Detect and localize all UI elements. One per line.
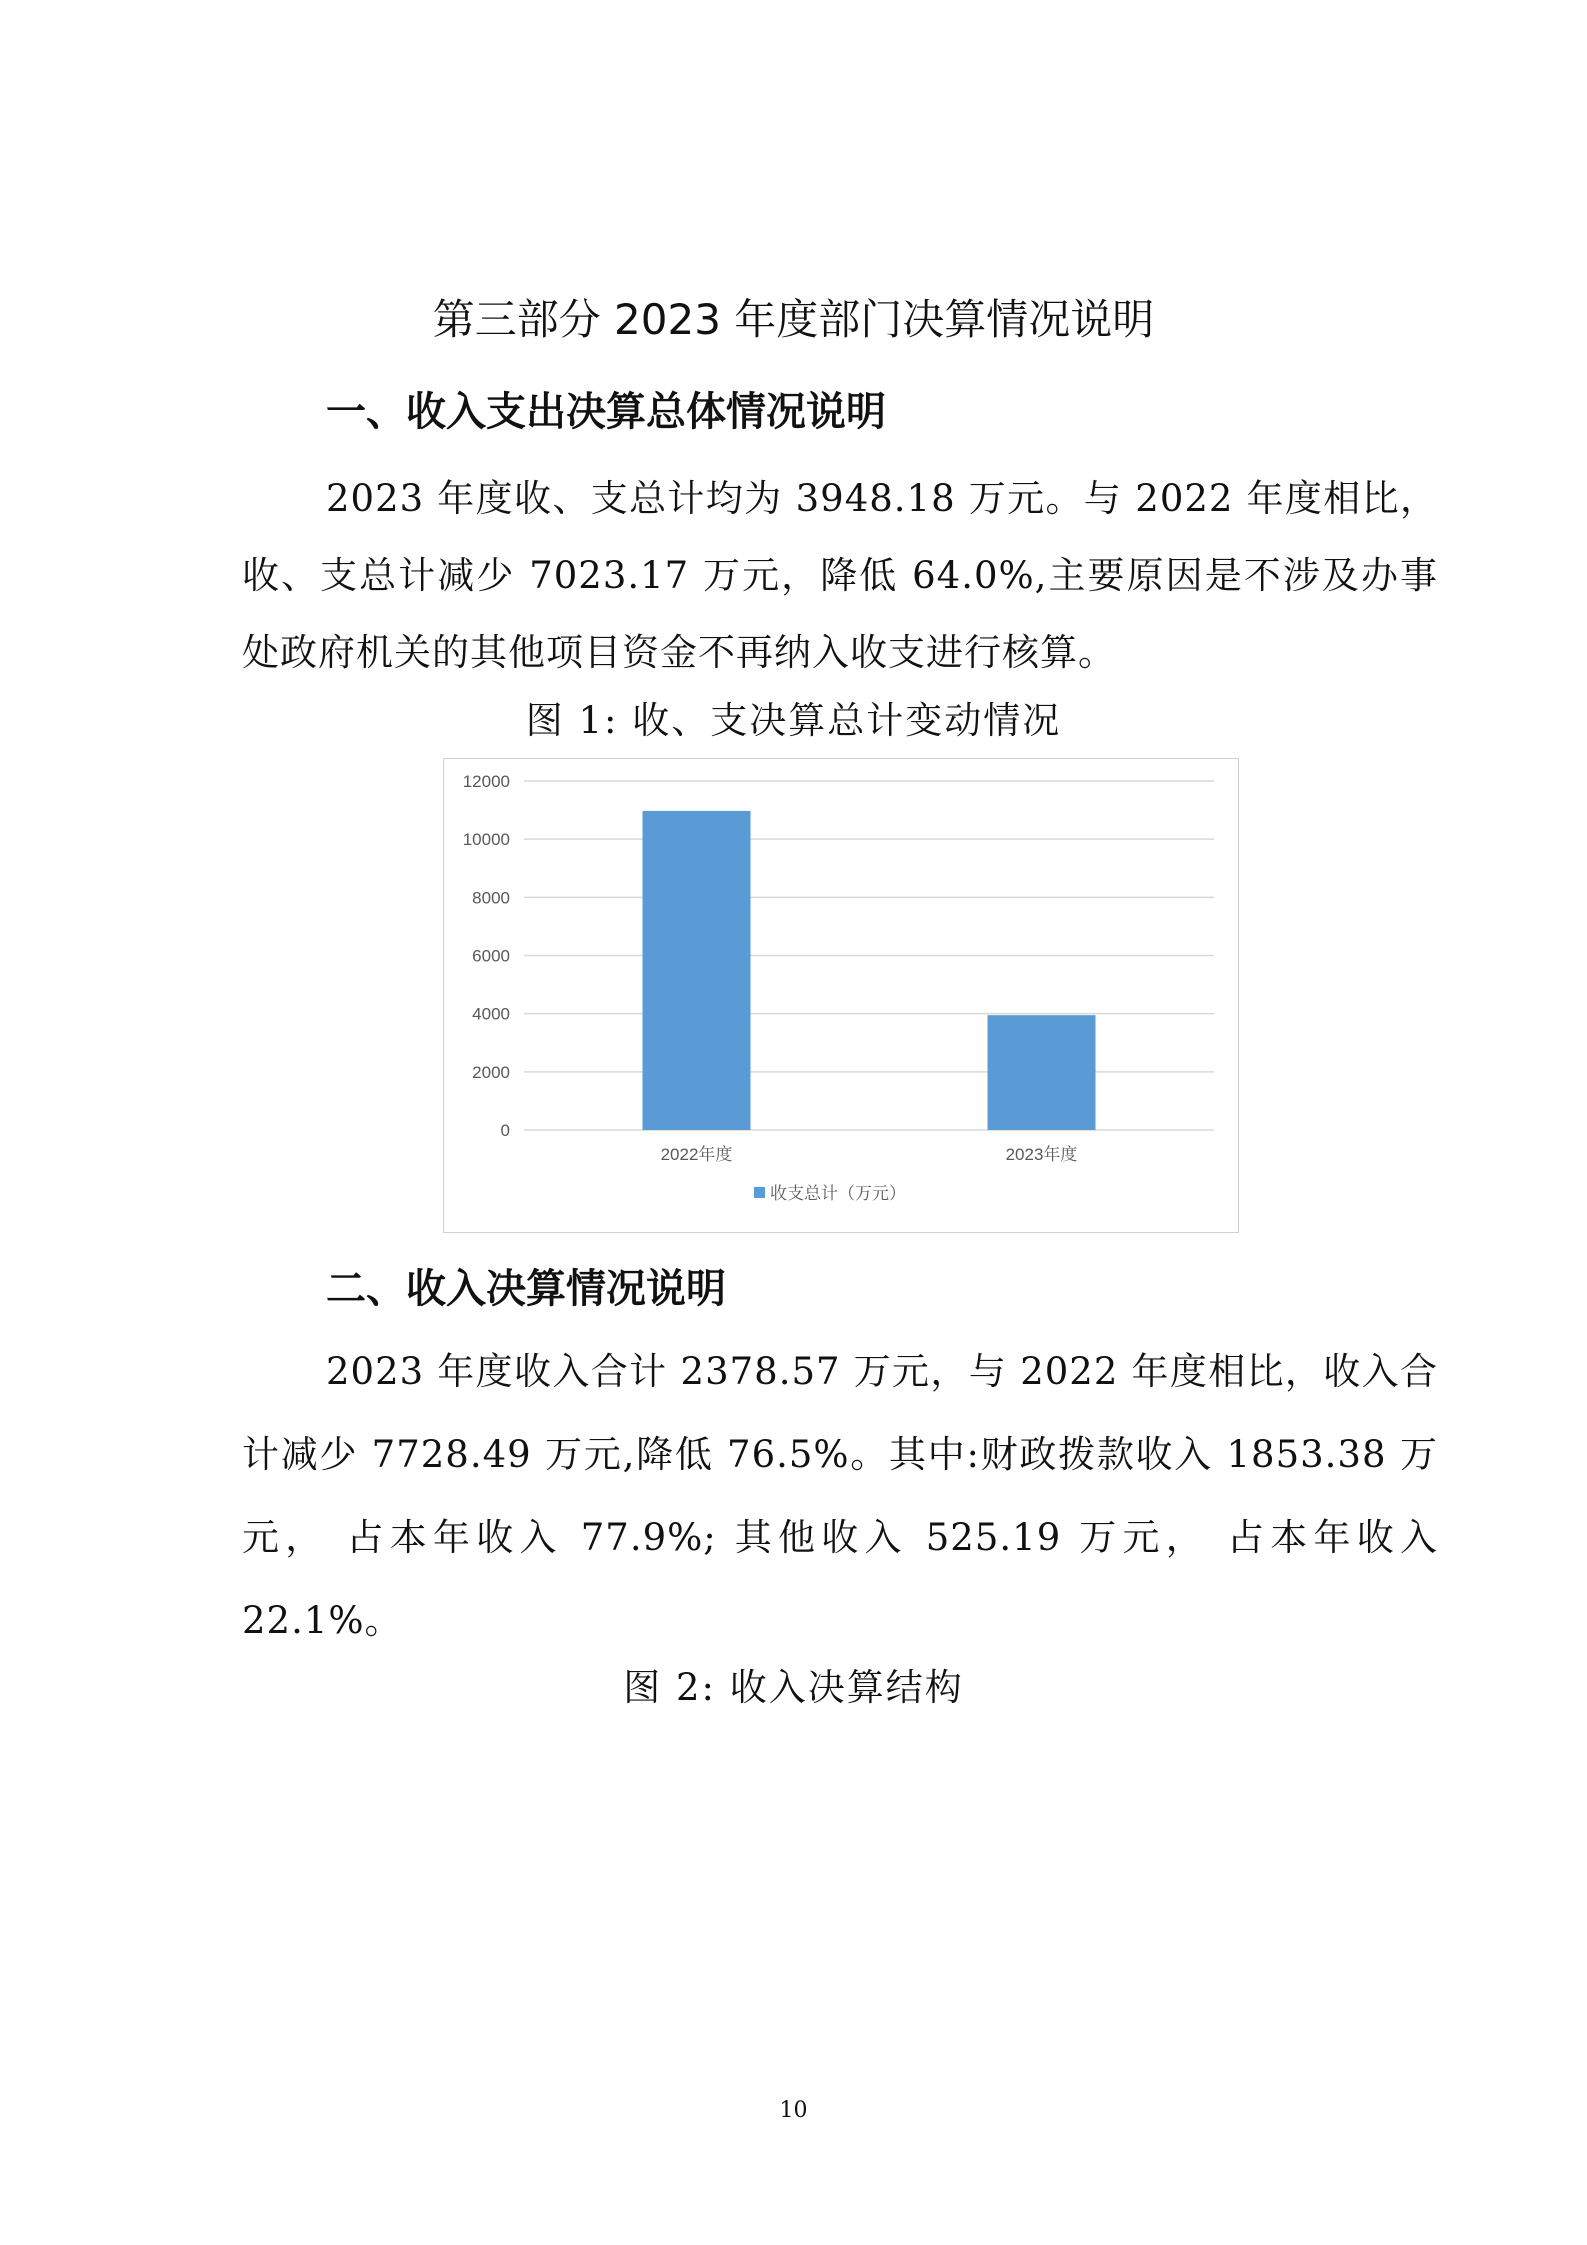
y-tick-label: 0 [500,1121,510,1140]
bar-chart-canvas [444,759,1240,1234]
bar [643,811,751,1130]
figure-caption-1: 图 1: 收、支决算总计变动情况 [525,699,1062,742]
y-tick-label: 6000 [472,946,510,966]
y-tick-label: 8000 [472,888,510,908]
y-tick-label: 4000 [472,1004,510,1024]
figure-caption-2: 图 2: 收入决算结构 [623,1666,964,1709]
legend-label: 收支总计（万元） [770,1184,906,1203]
section-heading-income: 二、收入决算情况说明 [326,1266,726,1312]
section-heading-overview: 一、收入支出决算总体情况说明 [326,389,886,435]
chart-legend [754,1184,906,1203]
section-paragraph-income: 2023 年度收入合计 2378.57 万元，与 2022 年度相比，收入合计减少 7728.49 万元,降低 76.5%。其中:财政拨款收入 1853.38 万元， 占本年收入 77.9%; 其他收入 525.19 万元， 占本年收入 22.1%。 [242,1350,1438,1642]
y-tick-label: 10000 [462,830,510,850]
y-tick-label: 12000 [462,772,510,791]
x-tick-label: 2022年度 [660,1145,733,1164]
page-number: 10 [779,2098,808,2123]
bar [988,1015,1096,1130]
legend-swatch [754,1187,765,1198]
page-title: 第三部分 2023 年度部门决算情况说明 [432,295,1155,344]
bar-chart [443,758,1239,1233]
y-tick-label: 2000 [472,1062,510,1082]
section-paragraph-overview: 2023 年度收、支总计均为 3948.18 万元。与 2022 年度相比，收、支总计减少 7023.17 万元，降低 64.0%,主要原因是不涉及办事处政府机关的其他项目资金不再纳入收支进行核算。 [242,477,1438,674]
x-tick-label: 2023年度 [1005,1145,1078,1164]
